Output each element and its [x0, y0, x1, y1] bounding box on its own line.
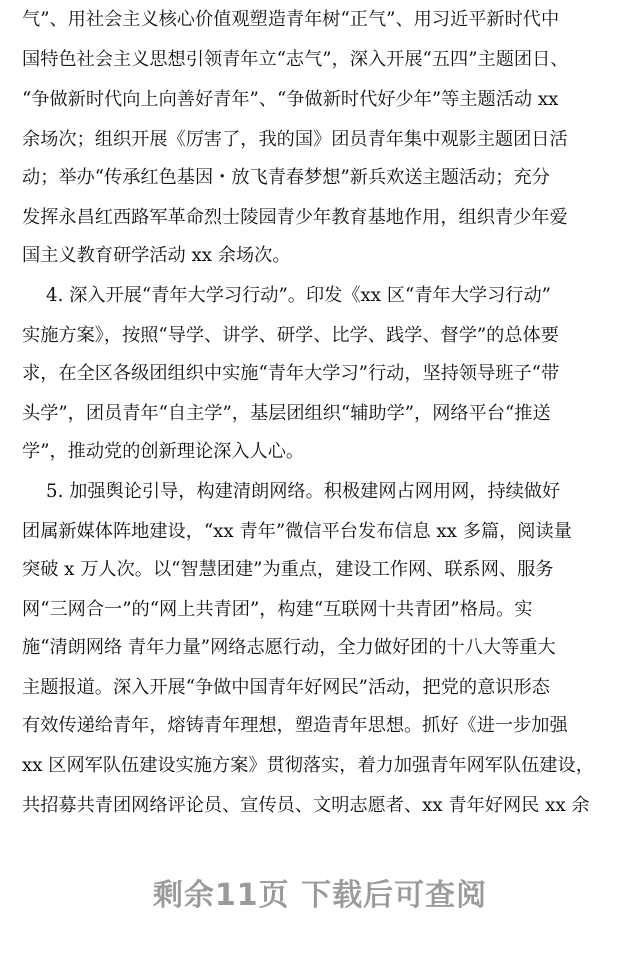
- text-line: 突破 x 万人次。以“智慧团建”为重点，建设工作网、联系网、服务: [22, 559, 554, 580]
- text-line: 气”、用社会主义核心价值观塑造青年树“正气”、用习近平新时代中: [22, 9, 560, 30]
- text-line: 国主义教育研学活动 xx 余场次。: [22, 245, 291, 266]
- text-line: 动；举办“传承红色基因・放飞青春梦想”新兵欢送主题活动；充分: [22, 167, 550, 188]
- remaining-pages-notice[interactable]: 剩余11页 下载后可查阅: [152, 878, 488, 913]
- text-line: 求，在全区各级团组织中实施“青年大学习”行动，坚持领导班子“带: [22, 363, 560, 384]
- text-line: 有效传递给青年，熔铸青年理想，塑造青年思想。抓好《进一步加强: [22, 715, 568, 736]
- text-line: 团属新媒体阵地建设，“xx 青年”微信平台发布信息 xx 多篇，阅读量: [22, 521, 572, 542]
- text-line: 学”，推动党的创新理论深入人心。: [22, 441, 305, 462]
- text-line: 国特色社会主义思想引领青年立“志气”，深入开展“五四”主题团日、: [22, 49, 569, 70]
- text-line: 余场次；组织开展《厉害了，我的国》团员青年集中观影主题团日活: [22, 129, 568, 150]
- text-line: 施“清朗网络 青年力量”网络志愿行动，全力做好团的十八大等重大: [22, 637, 556, 658]
- text-line: 网“三网合一”的“网上共青团”，构建“互联网十共青团”格局。实: [22, 599, 533, 620]
- paragraph-4-start: 4. 深入开展“青年大学习行动”。印发《xx 区“青年大学习行动”: [46, 285, 551, 306]
- text-line: 共招募共青团网络评论员、宣传员、文明志愿者、xx 青年好网民 xx 余: [22, 795, 590, 816]
- paragraph-5-start: 5. 加强舆论引导，构建清朗网络。积极建网占网用网，持续做好: [46, 481, 561, 502]
- text-line: 发挥永昌红西路军革命烈士陵园青少年教育基地作用，组织青少年爱: [22, 207, 568, 228]
- text-line: 头学”，团员青年“自主学”，基层团组织“辅助学”，网络平台“推送: [22, 403, 551, 424]
- text-line: 主题报道。深入开展“争做中国青年好网民”活动，把党的意识形态: [22, 677, 550, 698]
- text-line: xx 区网军队伍建设实施方案》贯彻落实，着力加强青年网军队伍建设，: [22, 755, 594, 776]
- text-line: 实施方案》，按照“导学、讲学、研学、比学、践学、督学”的总体要: [22, 325, 559, 346]
- text-line: “争做新时代向上向善好青年”、“争做新时代好少年”等主题活动 xx: [22, 89, 559, 110]
